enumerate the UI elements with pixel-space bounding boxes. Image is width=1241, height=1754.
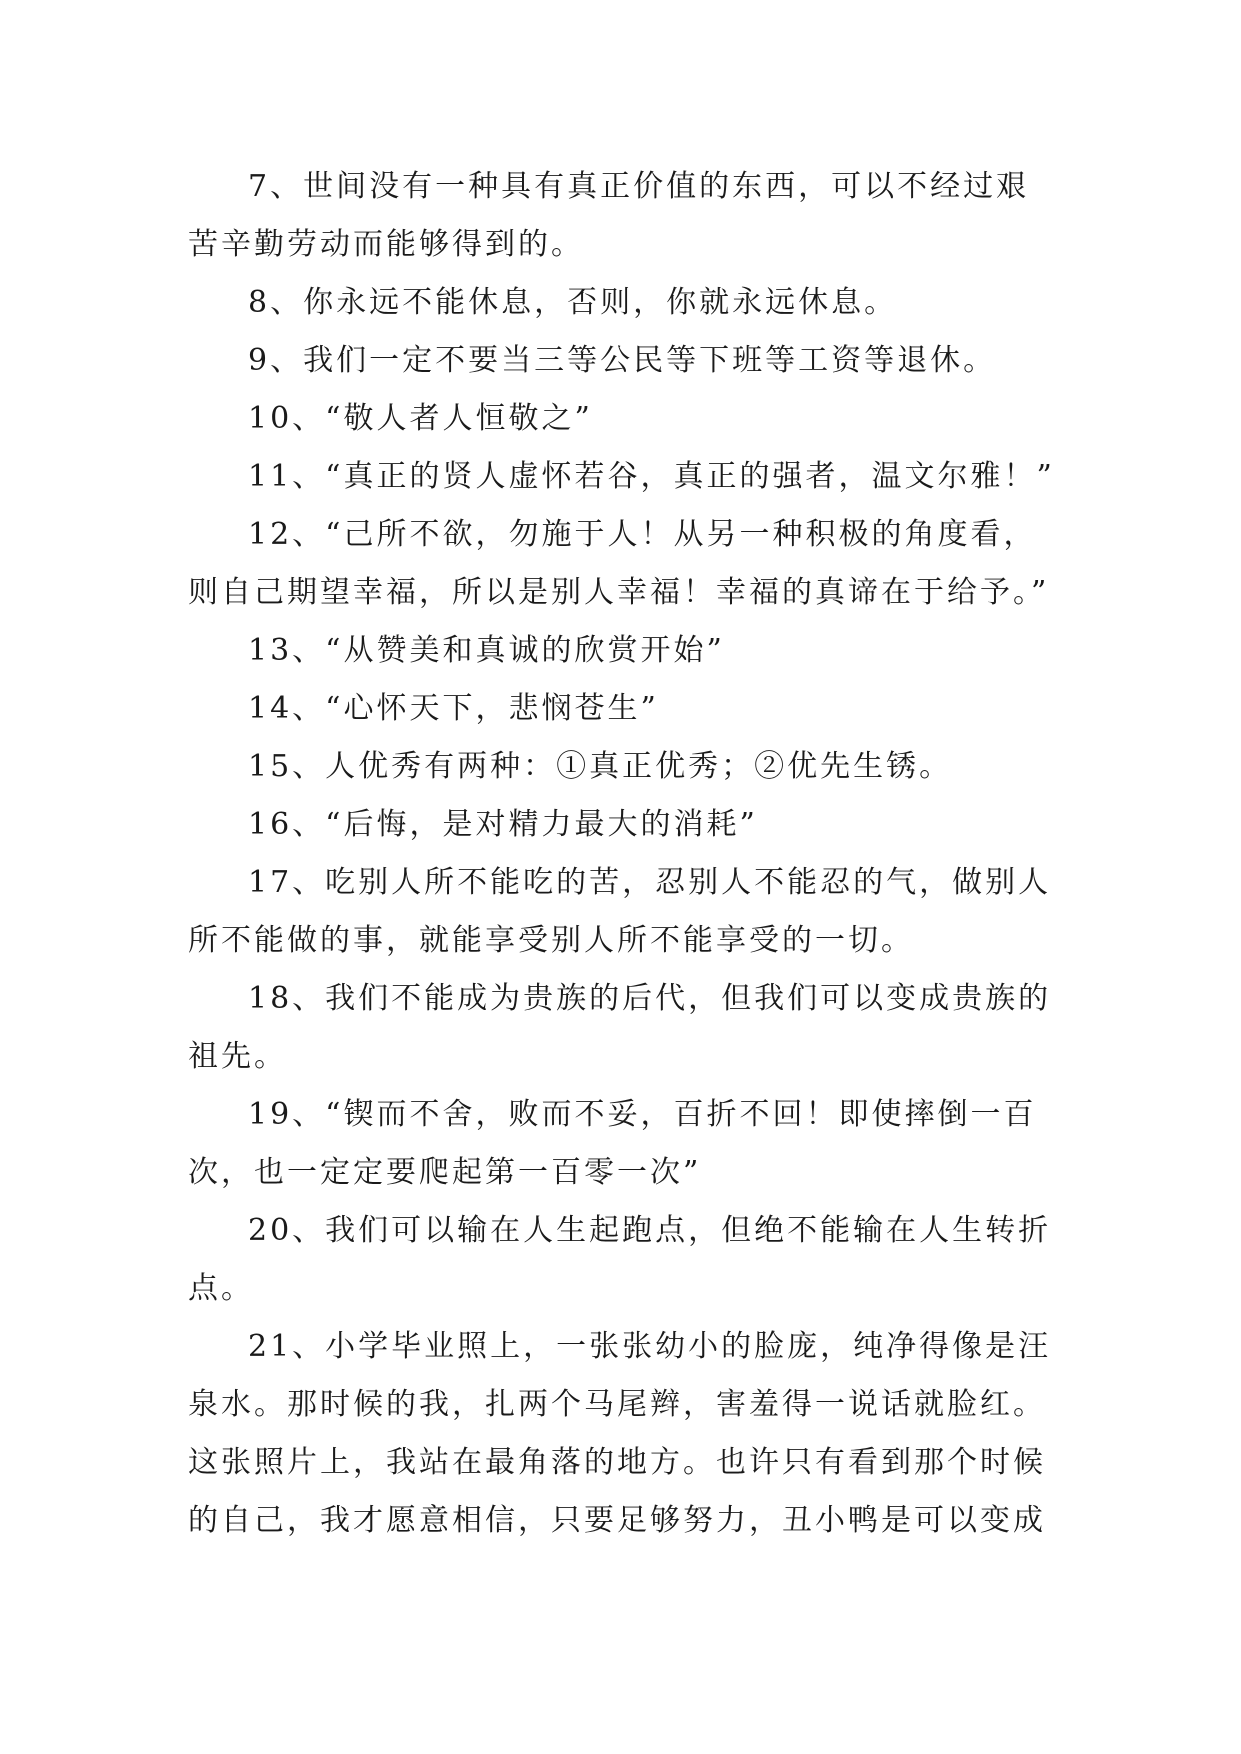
paragraph-12: 12、“己所不欲，勿施于人！从另一种积极的角度看，则自己期望幸福，所以是别人幸福！幸福的真谛在于给予。” bbox=[188, 517, 1050, 610]
document-page bbox=[188, 158, 1060, 1550]
paragraph-9: 9、我们一定不要当三等公民等下班等工资等退休。 bbox=[248, 343, 997, 378]
paragraph-21: 21、小学毕业照上，一张张幼小的脸庞，纯净得像是汪泉水。那时候的我，扎两个马尾辫，害羞得一说话就脸红。这张照片上，我站在最角落的地方。也许只有看到那个时候的自己，我才愿意相信，只要足够努力，丑小鸭是可以变成 bbox=[188, 1329, 1052, 1538]
paragraph-16: 16、“后悔，是对精力最大的消耗” bbox=[248, 807, 758, 842]
paragraph-14: 14、“心怀天下，悲悯苍生” bbox=[248, 691, 659, 726]
paragraph-7: 7、世间没有一种具有真正价值的东西，可以不经过艰苦辛勤劳动而能够得到的。 bbox=[188, 169, 1030, 262]
paragraph-10: 10、“敬人者人恒敬之” bbox=[248, 401, 593, 436]
paragraph-15: 15、人优秀有两种：①真正优秀；②优先生锈。 bbox=[248, 749, 953, 784]
paragraph-18: 18、我们不能成为贵族的后代，但我们可以变成贵族的祖先。 bbox=[188, 981, 1052, 1074]
paragraph-13: 13、“从赞美和真诚的欣赏开始” bbox=[248, 633, 725, 668]
paragraph-8: 8、你永远不能休息，否则，你就永远休息。 bbox=[248, 285, 898, 320]
paragraph-17: 17、吃别人所不能吃的苦，忍别人不能忍的气，做别人所不能做的事，就能享受别人所不能享受的一切。 bbox=[188, 865, 1052, 958]
paragraph-11: 11、“真正的贤人虚怀若谷，真正的强者，温文尔雅！” bbox=[248, 459, 1055, 494]
paragraph-19: 19、“锲而不舍，败而不妥，百折不回！即使摔倒一百次，也一定定要爬起第一百零一次” bbox=[188, 1097, 1037, 1190]
paragraph-20: 20、我们可以输在人生起跑点，但绝不能输在人生转折点。 bbox=[188, 1213, 1052, 1306]
